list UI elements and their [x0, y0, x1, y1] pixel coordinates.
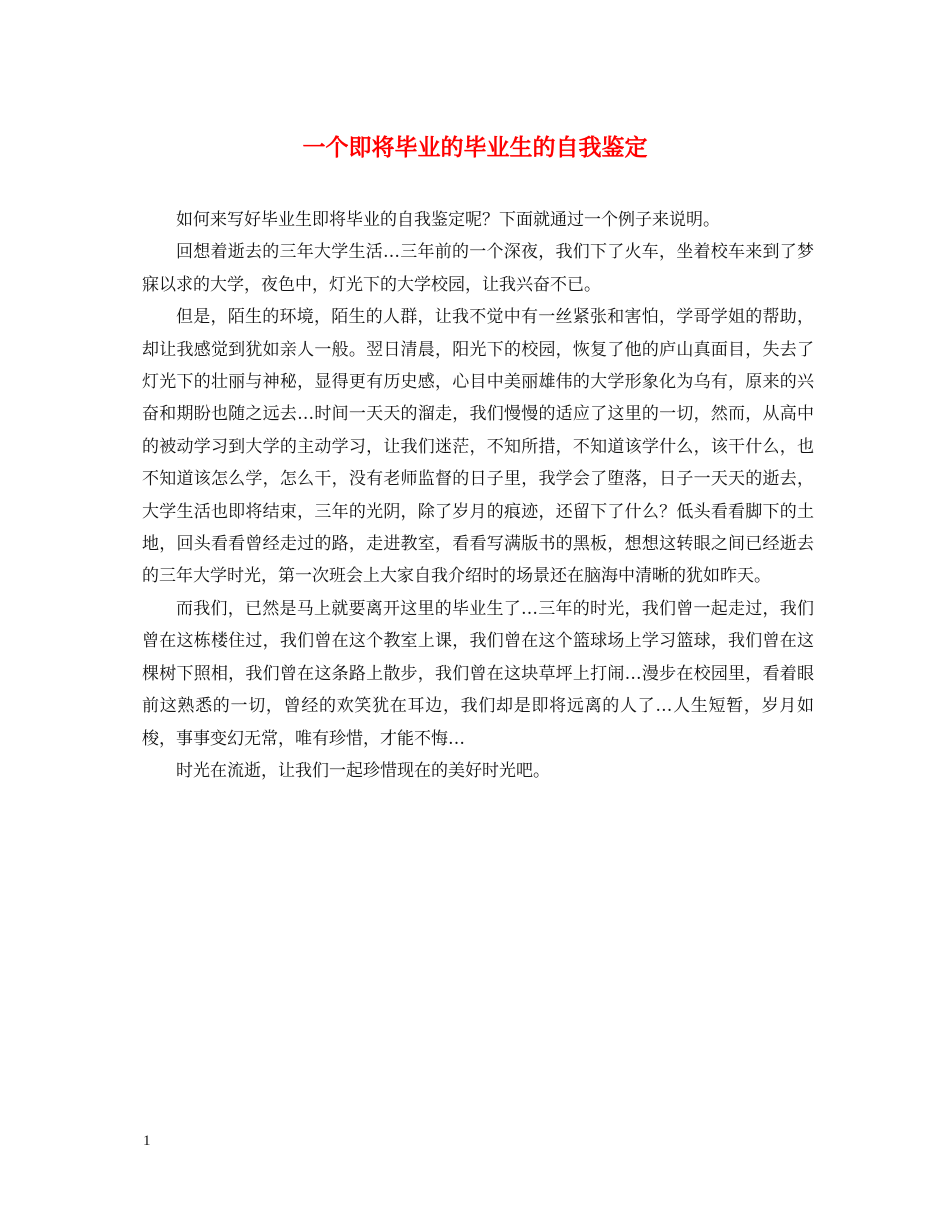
paragraph-graduation: 而我们，已然是马上就要离开这里的毕业生了…三年的时光，我们曾一起走过，我们曾在这栋楼住过，我们曾在这个教室上课，我们曾在这个篮球场上学习篮球，我们曾在这棵树下照相，我们曾在这条路上散步，我们曾在这块草坪上打闹…漫步在校园里，看着眼前这熟悉的一切，曾经的欢笑犹在耳边，我们却是即将远离的人了…人生短暂，岁月如梭，事事变幻无常，唯有珍惜，才能不悔…	[142, 598, 814, 749]
paragraph-closing: 时光在流逝，让我们一起珍惜现在的美好时光吧。	[176, 760, 550, 781]
paragraph-campus-life: 但是，陌生的环境，陌生的人群，让我不觉中有一丝紧张和害怕，学哥学姐的帮助，却让我感觉到犹如亲人一般。翌日清晨，阳光下的校园，恢复了他的庐山真面目，失去了灯光下的壮丽与神秘，显得更有历史感，心目中美丽雄伟的大学形象化为乌有，原来的兴奋和期盼也随之远去…时间一天天的溜走，我们慢慢的适应了这里的一切，然而，从高中的被动学习到大学的主动学习，让我们迷茫，不知所措，不知道该学什么，该干什么，也不知道该怎么学，怎么干，没有老师监督的日子里，我学会了堕落，日子一天天的逝去，大学生活也即将结束，三年的光阴，除了岁月的痕迹，还留下了什么？低头看看脚下的土地，回头看看曾经走过的路，走进教室，看看写满版书的黑板，想想这转眼之间已经逝去的三年大学时光，第一次班会上大家自我介绍时的场景还在脑海中清晰的犹如昨天。	[142, 307, 814, 587]
document-body	[142, 204, 814, 787]
paragraph-intro: 如何来写好毕业生即将毕业的自我鉴定呢？下面就通过一个例子来说明。	[176, 210, 720, 230]
paragraph-recollection: 回想着逝去的三年大学生活…三年前的一个深夜，我们下了火车，坐着校车来到了梦寐以求的大学，夜色中，灯光下的大学校园，让我兴奋不已。	[142, 242, 814, 295]
page-number: 1	[143, 1133, 151, 1149]
document-title: 一个即将毕业的毕业生的自我鉴定	[302, 134, 648, 161]
